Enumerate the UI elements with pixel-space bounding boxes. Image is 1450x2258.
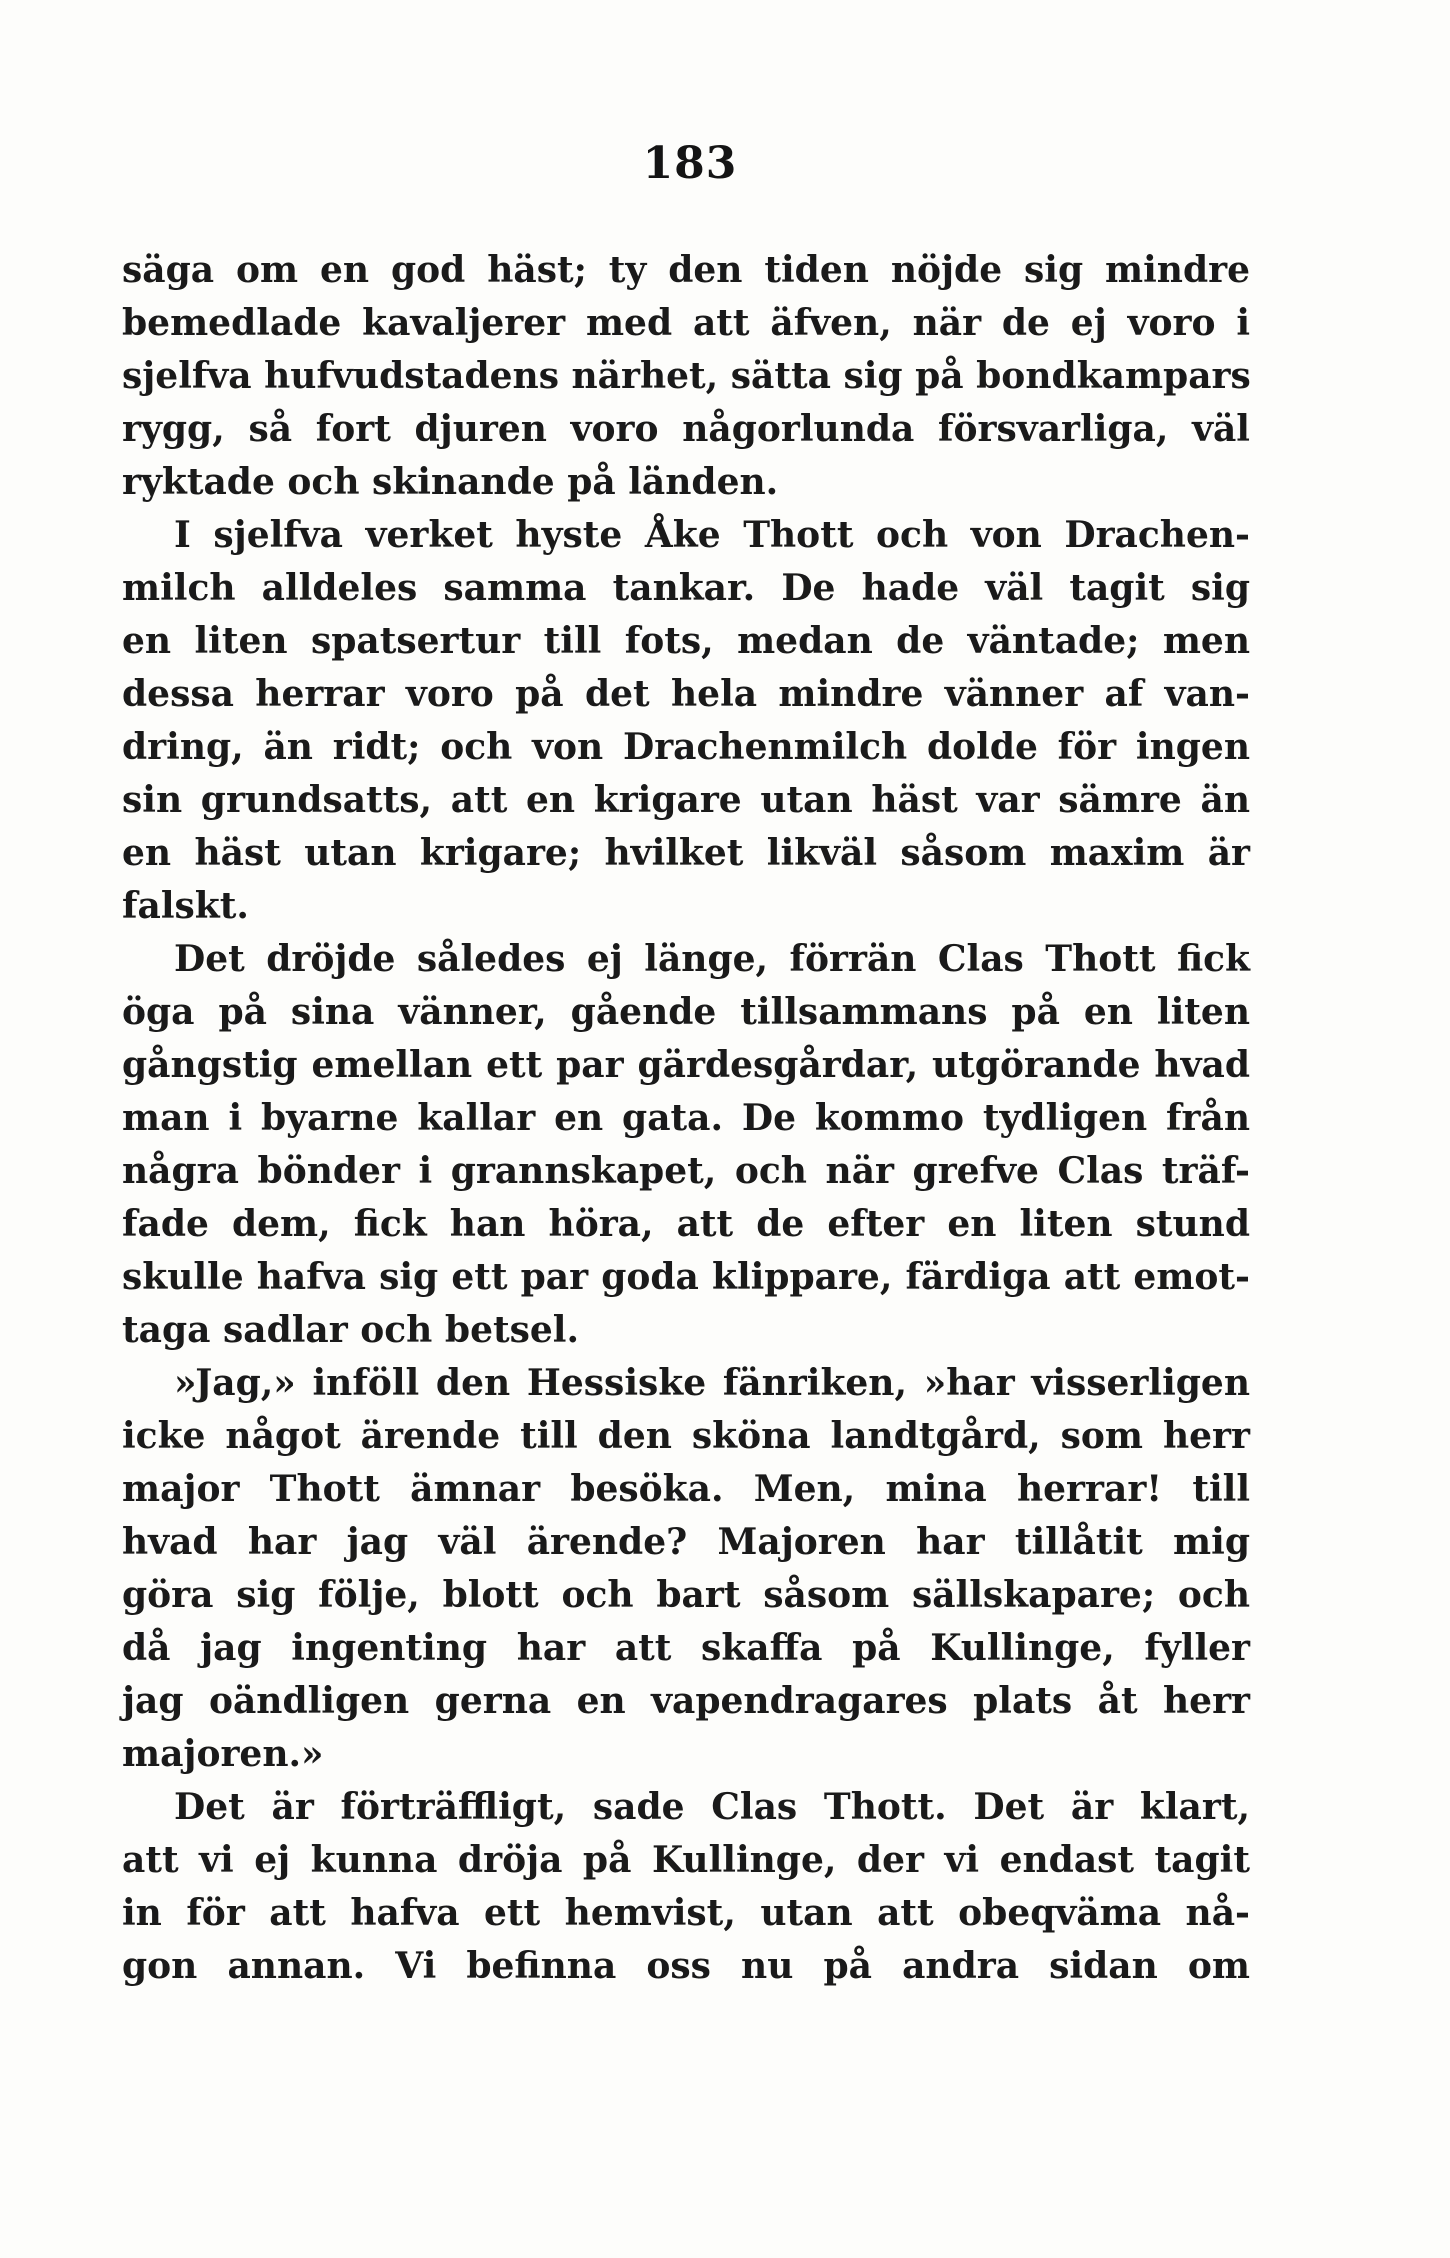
text-line: falskt. <box>122 885 249 927</box>
text-line: sjelfva hufvudstadens närhet, sätta sig på bondkampars <box>122 355 1251 397</box>
text-line: jag oändligen gerna en vapendragares plats åt herr <box>122 1680 1250 1722</box>
text-line: Det dröjde således ej länge, förrän Clas Thott fick <box>174 938 1250 980</box>
paragraph <box>122 1357 1250 1781</box>
text-line: en liten spatsertur till fots, medan de väntade; men <box>122 620 1250 662</box>
text-line: in för att hafva ett hemvist, utan att obeqväma nå- <box>122 1892 1250 1934</box>
paragraph <box>122 244 1250 509</box>
text-line: säga om en god häst; ty den tiden nöjde sig mindre <box>122 249 1250 291</box>
paragraph <box>122 1781 1250 1993</box>
text-line: öga på sina vänner, gående tillsammans på en liten <box>122 991 1250 1033</box>
text-line: rygg, så fort djuren voro någorlunda försvarliga, väl <box>122 408 1250 450</box>
paragraph <box>122 509 1250 933</box>
text-line: I sjelfva verket hyste Åke Thott och von Drachen- <box>174 514 1250 556</box>
text-line: sin grundsatts, att en krigare utan häst var sämre än <box>122 779 1250 821</box>
text-line: hvad har jag väl ärende? Majoren har tillåtit mig <box>122 1521 1250 1563</box>
text-line: Det är förträffligt, sade Clas Thott. Det är klart, <box>174 1786 1250 1828</box>
text-line: milch alldeles samma tankar. De hade väl tagit sig <box>122 567 1250 609</box>
text-line: dessa herrar voro på det hela mindre vänner af van- <box>122 673 1250 715</box>
body-text <box>122 244 1250 1993</box>
text-line: fade dem, fick han höra, att de efter en liten stund <box>122 1203 1250 1245</box>
text-line: några bönder i grannskapet, och när grefve Clas träf- <box>122 1150 1250 1192</box>
text-line: dring, än ridt; och von Drachenmilch dolde för ingen <box>122 726 1250 768</box>
text-line: man i byarne kallar en gata. De kommo tydligen från <box>122 1097 1250 1139</box>
page-number: 183 <box>642 138 738 189</box>
text-line: major Thott ämnar besöka. Men, mina herrar! till <box>122 1468 1250 1510</box>
text-line: att vi ej kunna dröja på Kullinge, der vi endast tagit <box>122 1839 1250 1881</box>
text-line: majoren.» <box>122 1733 324 1775</box>
text-line: bemedlade kavaljerer med att äfven, när de ej voro i <box>122 302 1250 344</box>
paragraph <box>122 933 1250 1357</box>
text-line: en häst utan krigare; hvilket likväl såsom maxim är <box>122 832 1250 874</box>
text-line: taga sadlar och betsel. <box>122 1309 579 1351</box>
text-line: gon annan. Vi befinna oss nu på andra sidan om <box>122 1945 1250 1987</box>
text-line: ryktade och skinande på länden. <box>122 461 779 503</box>
text-line: då jag ingenting har att skaffa på Kullinge, fyller <box>122 1627 1250 1669</box>
text-line: icke något ärende till den sköna landtgård, som herr <box>122 1415 1250 1457</box>
text-line: göra sig följe, blott och bart såsom sällskapare; och <box>122 1574 1250 1616</box>
text-line: gångstig emellan ett par gärdesgårdar, utgörande hvad <box>122 1044 1250 1086</box>
text-line: skulle hafva sig ett par goda klippare, färdiga att emot- <box>122 1256 1250 1298</box>
text-line: »Jag,» inföll den Hessiske fänriken, »har visserligen <box>174 1362 1250 1404</box>
